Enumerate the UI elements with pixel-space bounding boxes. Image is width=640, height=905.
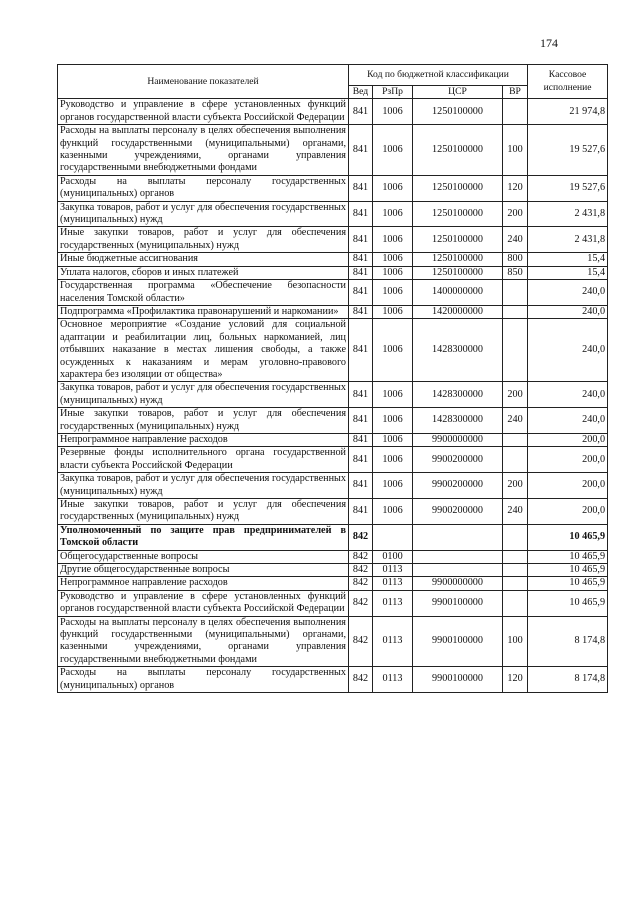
cell-vr bbox=[503, 590, 528, 616]
cell-rzpr: 1006 bbox=[373, 305, 413, 318]
cell-vr bbox=[503, 447, 528, 473]
cell-vr: 120 bbox=[503, 667, 528, 693]
cell-csr: 1250100000 bbox=[413, 266, 503, 279]
cell-ved: 841 bbox=[349, 125, 373, 176]
cell-name: Иные закупки товаров, работ и услуг для обеспечения государственных (муниципальных) нужд bbox=[58, 227, 349, 253]
cell-csr bbox=[413, 550, 503, 563]
cell-amount: 240,0 bbox=[528, 305, 608, 318]
cell-amount: 240,0 bbox=[528, 408, 608, 434]
cell-ved: 841 bbox=[349, 253, 373, 266]
cell-amount: 15,4 bbox=[528, 266, 608, 279]
table-row bbox=[58, 201, 608, 227]
cell-name: Другие общегосударственные вопросы bbox=[58, 564, 349, 577]
cell-amount: 21 974,8 bbox=[528, 99, 608, 125]
cell-amount: 200,0 bbox=[528, 433, 608, 446]
cell-vr: 240 bbox=[503, 408, 528, 434]
cell-csr: 1250100000 bbox=[413, 201, 503, 227]
page-number: 174 bbox=[540, 36, 558, 50]
table-row bbox=[58, 280, 608, 306]
cell-rzpr: 1006 bbox=[373, 125, 413, 176]
cell-rzpr: 1006 bbox=[373, 99, 413, 125]
cell-rzpr: 0113 bbox=[373, 564, 413, 577]
cell-name: Расходы на выплаты персоналу в целях обеспечения выполнения функций государственными (муниципальными) органами, казенными учреждениями, органами управления государственными внебюджетными фондами bbox=[58, 616, 349, 667]
cell-rzpr bbox=[373, 524, 413, 550]
table-row bbox=[58, 667, 608, 693]
cell-amount: 8 174,8 bbox=[528, 667, 608, 693]
cell-name: Уплата налогов, сборов и иных платежей bbox=[58, 266, 349, 279]
table-row bbox=[58, 524, 608, 550]
cell-name: Руководство и управление в сфере установленных функций органов государственной власти субъекта Российской Федерации bbox=[58, 99, 349, 125]
cell-vr bbox=[503, 319, 528, 382]
budget-execution-table bbox=[57, 64, 608, 693]
cell-amount: 2 431,8 bbox=[528, 201, 608, 227]
table-row bbox=[58, 616, 608, 667]
cell-csr: 1400000000 bbox=[413, 280, 503, 306]
table-row bbox=[58, 319, 608, 382]
cell-ved: 842 bbox=[349, 550, 373, 563]
cell-rzpr: 1006 bbox=[373, 499, 413, 525]
cell-csr: 9900100000 bbox=[413, 616, 503, 667]
column-header-ved: Вед bbox=[349, 86, 373, 99]
table-row bbox=[58, 99, 608, 125]
cell-vr bbox=[503, 524, 528, 550]
cell-ved: 842 bbox=[349, 564, 373, 577]
cell-vr bbox=[503, 564, 528, 577]
column-header-vr: ВР bbox=[503, 86, 528, 99]
cell-name: Руководство и управление в сфере установленных функций органов государственной власти субъекта Российской Федерации bbox=[58, 590, 349, 616]
table-row bbox=[58, 590, 608, 616]
cell-amount: 240,0 bbox=[528, 382, 608, 408]
cell-amount: 8 174,8 bbox=[528, 616, 608, 667]
cell-name: Иные закупки товаров, работ и услуг для обеспечения государственных (муниципальных) нужд bbox=[58, 408, 349, 434]
cell-csr: 1428300000 bbox=[413, 382, 503, 408]
cell-ved: 842 bbox=[349, 667, 373, 693]
cell-csr: 9900000000 bbox=[413, 577, 503, 590]
cell-csr: 1250100000 bbox=[413, 227, 503, 253]
cell-rzpr: 1006 bbox=[373, 319, 413, 382]
column-header-rzpr: РзПр bbox=[373, 86, 413, 99]
cell-rzpr: 1006 bbox=[373, 227, 413, 253]
cell-csr: 1250100000 bbox=[413, 175, 503, 201]
cell-rzpr: 1006 bbox=[373, 473, 413, 499]
cell-name: Иные бюджетные ассигнования bbox=[58, 253, 349, 266]
cell-name: Непрограммное направление расходов bbox=[58, 433, 349, 446]
cell-csr: 1250100000 bbox=[413, 253, 503, 266]
cell-csr: 9900200000 bbox=[413, 473, 503, 499]
cell-name: Непрограммное направление расходов bbox=[58, 577, 349, 590]
cell-ved: 841 bbox=[349, 305, 373, 318]
cell-amount: 240,0 bbox=[528, 280, 608, 306]
cell-csr: 9900200000 bbox=[413, 447, 503, 473]
cell-ved: 841 bbox=[349, 266, 373, 279]
cell-csr: 1428300000 bbox=[413, 319, 503, 382]
cell-vr bbox=[503, 280, 528, 306]
table-row bbox=[58, 305, 608, 318]
cell-vr: 100 bbox=[503, 125, 528, 176]
cell-amount: 10 465,9 bbox=[528, 564, 608, 577]
column-header-amount: Кассовое исполнение bbox=[528, 65, 608, 99]
table-row bbox=[58, 433, 608, 446]
cell-name: Резервные фонды исполнительного органа государственной власти субъекта Российской Федерации bbox=[58, 447, 349, 473]
cell-csr: 9900000000 bbox=[413, 433, 503, 446]
cell-ved: 841 bbox=[349, 227, 373, 253]
cell-csr: 9900100000 bbox=[413, 590, 503, 616]
column-header-name: Наименование показателей bbox=[58, 65, 349, 99]
cell-csr: 1250100000 bbox=[413, 125, 503, 176]
cell-ved: 842 bbox=[349, 590, 373, 616]
cell-ved: 841 bbox=[349, 319, 373, 382]
cell-rzpr: 1006 bbox=[373, 433, 413, 446]
cell-vr: 800 bbox=[503, 253, 528, 266]
cell-csr bbox=[413, 564, 503, 577]
cell-rzpr: 0113 bbox=[373, 616, 413, 667]
cell-rzpr: 0113 bbox=[373, 590, 413, 616]
cell-rzpr: 1006 bbox=[373, 447, 413, 473]
cell-ved: 841 bbox=[349, 201, 373, 227]
cell-vr: 100 bbox=[503, 616, 528, 667]
cell-rzpr: 1006 bbox=[373, 253, 413, 266]
cell-ved: 841 bbox=[349, 382, 373, 408]
cell-amount: 10 465,9 bbox=[528, 577, 608, 590]
cell-vr: 200 bbox=[503, 382, 528, 408]
cell-ved: 842 bbox=[349, 524, 373, 550]
table-row bbox=[58, 175, 608, 201]
cell-amount: 19 527,6 bbox=[528, 125, 608, 176]
cell-vr bbox=[503, 550, 528, 563]
cell-amount: 10 465,9 bbox=[528, 524, 608, 550]
cell-rzpr: 1006 bbox=[373, 408, 413, 434]
cell-vr: 200 bbox=[503, 473, 528, 499]
cell-name: Закупка товаров, работ и услуг для обеспечения государственных (муниципальных) нужд bbox=[58, 382, 349, 408]
cell-csr: 1420000000 bbox=[413, 305, 503, 318]
cell-name: Иные закупки товаров, работ и услуг для обеспечения государственных (муниципальных) нужд bbox=[58, 499, 349, 525]
cell-vr bbox=[503, 577, 528, 590]
cell-amount: 200,0 bbox=[528, 473, 608, 499]
cell-rzpr: 1006 bbox=[373, 266, 413, 279]
table-row bbox=[58, 473, 608, 499]
cell-amount: 15,4 bbox=[528, 253, 608, 266]
cell-rzpr: 1006 bbox=[373, 280, 413, 306]
table-row bbox=[58, 550, 608, 563]
cell-name: Общегосударственные вопросы bbox=[58, 550, 349, 563]
table-row bbox=[58, 266, 608, 279]
table-row bbox=[58, 564, 608, 577]
cell-csr: 9900200000 bbox=[413, 499, 503, 525]
cell-name: Уполномоченный по защите прав предпринимателей в Томской области bbox=[58, 524, 349, 550]
cell-rzpr: 0100 bbox=[373, 550, 413, 563]
cell-name: Закупка товаров, работ и услуг для обеспечения государственных (муниципальных) нужд bbox=[58, 473, 349, 499]
column-header-code-group: Код по бюджетной классификации bbox=[349, 65, 528, 86]
cell-ved: 841 bbox=[349, 408, 373, 434]
cell-name: Государственная программа «Обеспечение безопасности населения Томской области» bbox=[58, 280, 349, 306]
cell-amount: 200,0 bbox=[528, 447, 608, 473]
cell-name: Расходы на выплаты персоналу в целях обеспечения выполнения функций государственными (муниципальными) органами, казенными учреждениями, органами управления государственными внебюджетными фондами bbox=[58, 125, 349, 176]
cell-ved: 841 bbox=[349, 175, 373, 201]
cell-vr bbox=[503, 305, 528, 318]
cell-rzpr: 1006 bbox=[373, 382, 413, 408]
cell-ved: 841 bbox=[349, 447, 373, 473]
table-row bbox=[58, 408, 608, 434]
cell-vr: 200 bbox=[503, 201, 528, 227]
table-row bbox=[58, 382, 608, 408]
table-row bbox=[58, 253, 608, 266]
cell-amount: 240,0 bbox=[528, 319, 608, 382]
cell-name: Закупка товаров, работ и услуг для обеспечения государственных (муниципальных) нужд bbox=[58, 201, 349, 227]
cell-vr bbox=[503, 99, 528, 125]
cell-vr: 240 bbox=[503, 499, 528, 525]
cell-rzpr: 1006 bbox=[373, 201, 413, 227]
cell-ved: 842 bbox=[349, 577, 373, 590]
cell-ved: 841 bbox=[349, 280, 373, 306]
cell-amount: 10 465,9 bbox=[528, 550, 608, 563]
table-row bbox=[58, 447, 608, 473]
cell-ved: 841 bbox=[349, 473, 373, 499]
cell-name: Расходы на выплаты персоналу государственных (муниципальных) органов bbox=[58, 667, 349, 693]
table-row bbox=[58, 577, 608, 590]
cell-ved: 841 bbox=[349, 499, 373, 525]
table-row bbox=[58, 125, 608, 176]
cell-amount: 200,0 bbox=[528, 499, 608, 525]
cell-csr: 9900100000 bbox=[413, 667, 503, 693]
table-row bbox=[58, 499, 608, 525]
table-body bbox=[58, 99, 608, 693]
cell-vr: 240 bbox=[503, 227, 528, 253]
cell-csr bbox=[413, 524, 503, 550]
cell-name: Основное мероприятие «Создание условий для социальной адаптации и реабилитации лиц, больных наркоманией, лиц отбывших наказание в местах лишения свободы, а также осужденных к наказаниям и мерам уголовно-правового характера без изоляции от общества» bbox=[58, 319, 349, 382]
cell-name: Подпрограмма «Профилактика правонарушений и наркомании» bbox=[58, 305, 349, 318]
cell-vr: 120 bbox=[503, 175, 528, 201]
table-row bbox=[58, 227, 608, 253]
cell-amount: 10 465,9 bbox=[528, 590, 608, 616]
cell-amount: 2 431,8 bbox=[528, 227, 608, 253]
cell-ved: 841 bbox=[349, 433, 373, 446]
cell-ved: 841 bbox=[349, 99, 373, 125]
column-header-csr: ЦСР bbox=[413, 86, 503, 99]
cell-rzpr: 1006 bbox=[373, 175, 413, 201]
cell-rzpr: 0113 bbox=[373, 667, 413, 693]
cell-vr bbox=[503, 433, 528, 446]
cell-vr: 850 bbox=[503, 266, 528, 279]
cell-name: Расходы на выплаты персоналу государственных (муниципальных) органов bbox=[58, 175, 349, 201]
cell-amount: 19 527,6 bbox=[528, 175, 608, 201]
cell-csr: 1250100000 bbox=[413, 99, 503, 125]
cell-rzpr: 0113 bbox=[373, 577, 413, 590]
cell-csr: 1428300000 bbox=[413, 408, 503, 434]
cell-ved: 842 bbox=[349, 616, 373, 667]
